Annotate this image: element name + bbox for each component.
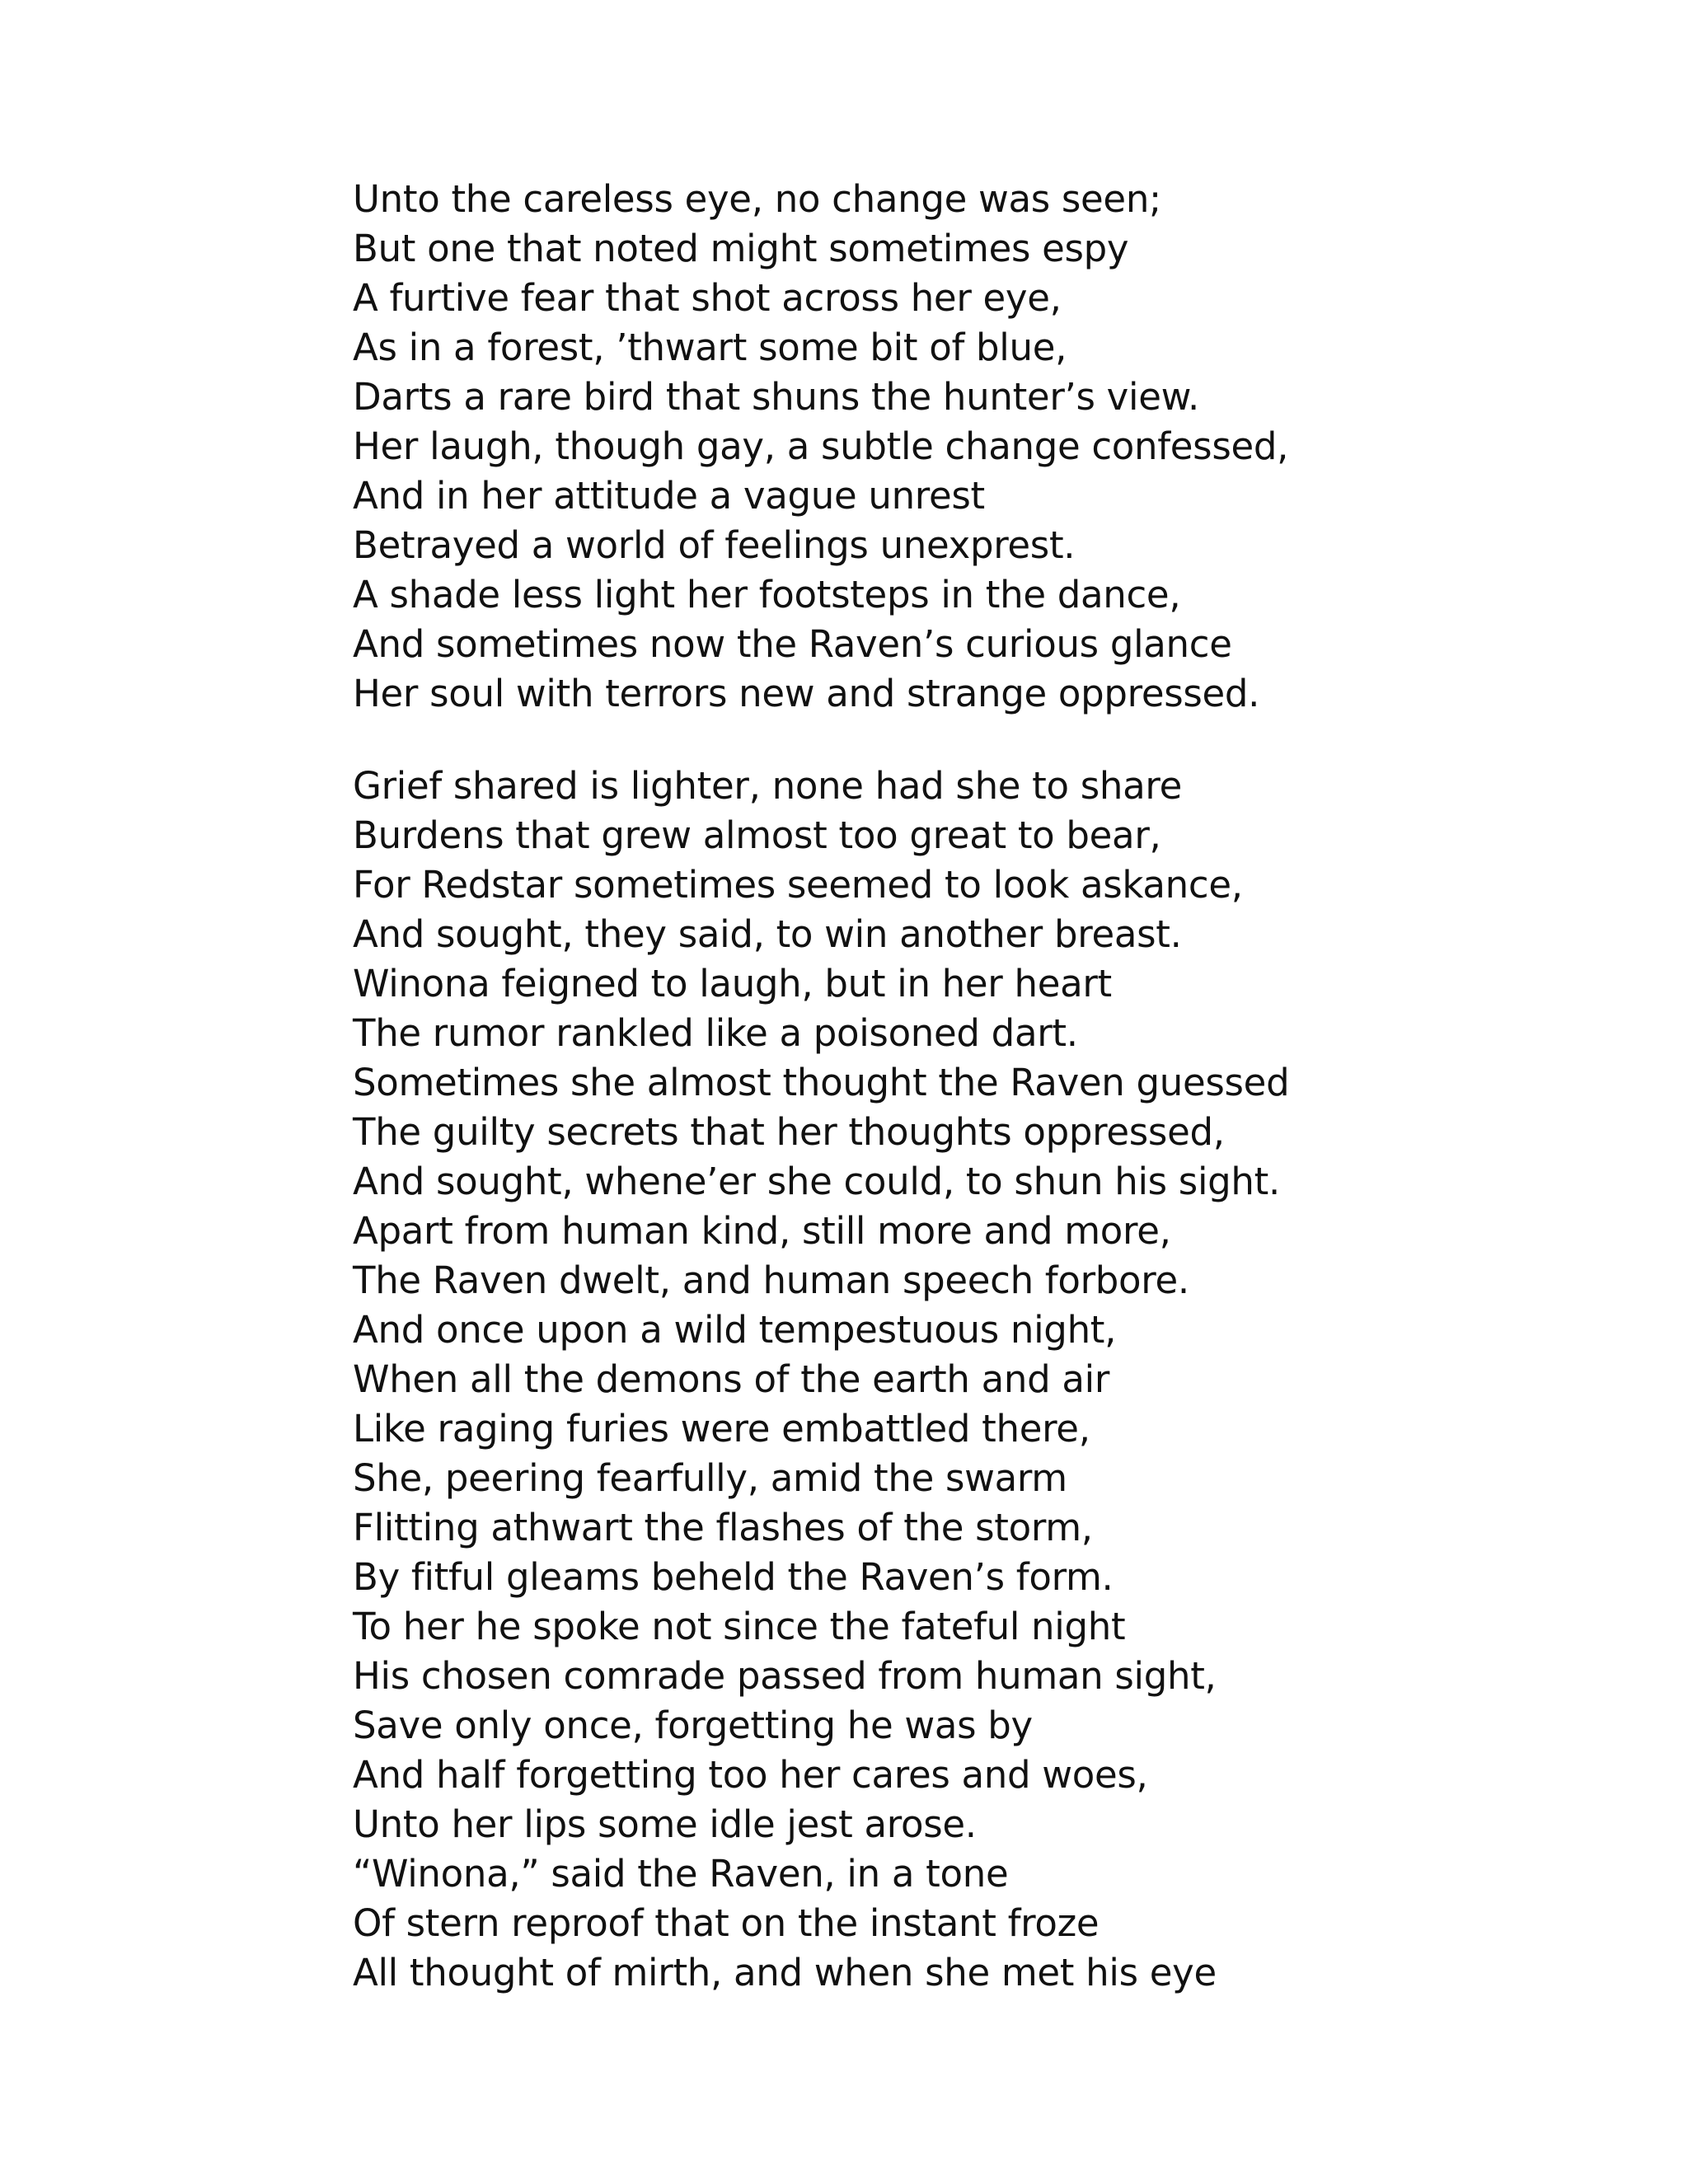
poem-line: And sought, they said, to win another breast. (353, 912, 1182, 956)
poem-line: But one that noted might sometimes espy (353, 227, 1129, 270)
poem-line: The rumor rankled like a poisoned dart. (353, 1011, 1078, 1055)
poem-line: And half forgetting too her cares and woes, (353, 1753, 1148, 1797)
poem-line: Save only once, forgetting he was by (353, 1704, 1033, 1747)
poem-line: Her laugh, though gay, a subtle change confessed, (353, 424, 1289, 468)
poem-line: Like raging furies were embattled there, (353, 1407, 1090, 1451)
poem-text (353, 175, 1424, 1998)
poem-line: As in a forest, ’thwart some bit of blue, (353, 326, 1067, 369)
poem-line: When all the demons of the earth and air (353, 1357, 1110, 1401)
stanza-1 (353, 175, 1424, 719)
poem-line: And in her attitude a vague unrest (353, 474, 985, 518)
poem-line: And once upon a wild tempestuous night, (353, 1308, 1117, 1352)
poem-line: Of stern reproof that on the instant froze (353, 1901, 1100, 1945)
poem-line: Winona feigned to laugh, but in her heart (353, 962, 1112, 1005)
poem-line: Betrayed a world of feelings unexprest. (353, 523, 1076, 567)
poem-line: And sometimes now the Raven’s curious glance (353, 622, 1232, 666)
poem-line: To her he spoke not since the fateful night (353, 1605, 1126, 1648)
poem-line: She, peering fearfully, amid the swarm (353, 1456, 1067, 1500)
poem-line: “Winona,” said the Raven, in a tone (353, 1852, 1009, 1896)
poem-line: Apart from human kind, still more and more, (353, 1209, 1171, 1253)
text-viewport (353, 177, 1424, 1994)
poem-line: Darts a rare bird that shuns the hunter’s view. (353, 375, 1199, 419)
poem-line: Grief shared is lighter, none had she to share (353, 764, 1182, 808)
poem-line: A furtive fear that shot across her eye, (353, 276, 1062, 320)
poem-line: By fitful gleams beheld the Raven’s form. (353, 1555, 1114, 1599)
poem-line: A shade less light her footsteps in the dance, (353, 573, 1181, 616)
poem-line: And sought, whene’er she could, to shun his sight. (353, 1160, 1280, 1203)
poem-line: Sometimes she almost thought the Raven guessed (353, 1061, 1290, 1104)
poem-line: Burdens that grew almost too great to bear, (353, 813, 1161, 857)
poem-line: Unto her lips some idle jest arose. (353, 1802, 977, 1846)
poem-line: All thought of mirth, and when she met his eye (353, 1951, 1217, 1994)
poem-line: The Raven dwelt, and human speech forbore. (353, 1258, 1189, 1302)
poem-line: Flitting athwart the flashes of the storm, (353, 1506, 1093, 1549)
poem-line: For Redstar sometimes seemed to look askance, (353, 863, 1243, 907)
poem-line: His chosen comrade passed from human sight, (353, 1654, 1217, 1698)
stanza-2 (353, 762, 1424, 1998)
poem-line: Unto the careless eye, no change was seen; (353, 177, 1161, 221)
poem-line: Her soul with terrors new and strange oppressed. (353, 672, 1260, 715)
poem-line: The guilty secrets that her thoughts oppressed, (353, 1110, 1225, 1154)
